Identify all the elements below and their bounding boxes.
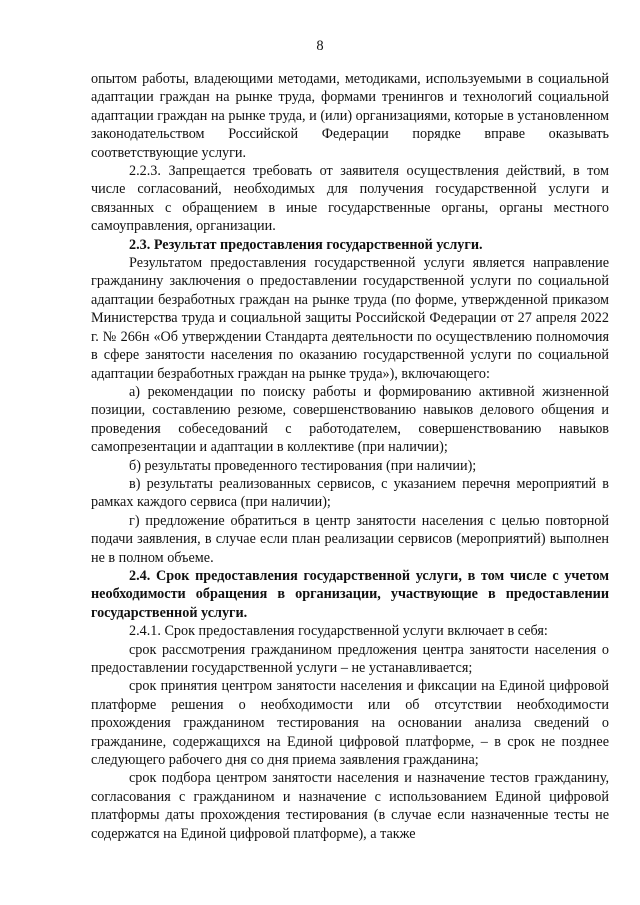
list-item-a: а) рекомендации по поиску работы и формированию активной жизненной позиции, составлению резюме, совершенствованию навыков делового общения и проведения собеседований с работодателем, совершенствованию навыков самопрезентации и адаптации в коллективе (при наличии); (91, 383, 609, 456)
page-number: 8 (316, 38, 324, 54)
paragraph-decision-term: срок принятия центром занятости населения и фиксации на Единой цифровой платформе решения о необходимости или об отсутствии необходимости прохождения гражданином тестирования на основании анализа сведений о гражданине, содержащихся на Единой цифровой платформе, – в срок не позднее следующего рабочего дня со дня приема заявления гражданина; (91, 678, 609, 769)
paragraph-review-term: срок рассмотрения гражданином предложения центра занятости населения о предоставлении государственной услуги – не устанавливается; (91, 641, 609, 676)
paragraph-2-4-1: 2.4.1. Срок предоставления государственной услуги включает в себя: (129, 623, 548, 640)
paragraph-2-2-3: 2.2.3. Запрещается требовать от заявителя осуществления действий, в том числе согласований, необходимых для получения государственной услуги и связанных с обращением в иные государственные органы, органы местного самоуправления, организации. (91, 163, 609, 235)
list-item-g: г) предложение обратиться в центр занятости населения с целью повторной подачи заявления, в случае если план реализации сервисов (мероприятий) выполнен не в полном объеме. (91, 512, 609, 566)
paragraph-selection-term: срок подбора центром занятости населения и назначение тестов гражданину, согласования с гражданином и назначение с использованием Единой цифровой платформы даты прохождения тестирования (в случае если назначенные тесты не содержатся на Единой цифровой платформе), а также (91, 770, 609, 842)
paragraph-continuation: опытом работы, владеющими методами, методиками, используемыми в социальной адаптации граждан на рынке труда, формами тренингов и технологий социальной адаптации граждан на рынке труда, и (или) организациями, которые в установленном законодательством Российской Федерации порядке вправе оказывать соответствующие услуги. (91, 71, 609, 161)
list-item-b: б) результаты проведенного тестирования (при наличии); (129, 457, 477, 474)
section-heading-2-3: 2.3. Результат предоставления государственной услуги. (129, 236, 483, 253)
section-heading-2-4: 2.4. Срок предоставления государственной услуги, в том числе с учетом необходимости обращения в организации, участвующие в предоставлении государственной услуги. (91, 567, 609, 621)
list-item-v: в) результаты реализованных сервисов, с указанием перечня мероприятий в рамках каждого сервиса (при наличии); (91, 475, 609, 511)
paragraph-result: Результатом предоставления государственной услуги является направление гражданину заключения о предоставлении государственной услуги по социальной адаптации безработных граждан на рынке труда (по форме, утвержденной приказом Министерства труда и социальной защиты Российской Федерации от 27 апреля 2022 г. № 266н «Об утверждении Стандарта деятельности по осуществлению полномочия в сфере занятости населения по оказанию государственной услуги по социальной адаптации безработных граждан на рынке труда»), включающего: (91, 255, 609, 382)
document-body (91, 70, 609, 843)
